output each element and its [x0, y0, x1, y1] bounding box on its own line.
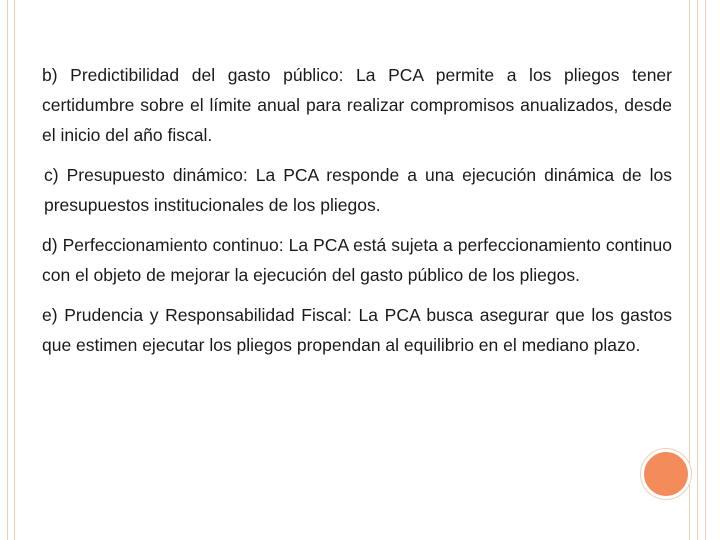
slide-body: [42, 60, 672, 370]
frame-line-left-outer: [7, 0, 8, 540]
paragraph-presupuesto-dinamico: c) Presupuesto dinámico: La PCA responde a una ejecución dinámica de los presupuestos institucionales de los pliegos.: [44, 165, 672, 215]
paragraph-prudencia: e) Prudencia y Responsabilidad Fiscal: La PCA busca asegurar que los gastos que estimen ejecutar los pliegos propendan al equilibrio en el mediano plazo.: [42, 305, 672, 355]
paragraph-perfeccionamiento: d) Perfeccionamiento continuo: La PCA está sujeta a perfeccionamiento continuo con el objeto de mejorar la ejecución del gasto público de los pliegos.: [42, 235, 672, 285]
frame-line-left-inner: [14, 0, 15, 540]
decorative-circle: [641, 449, 691, 499]
frame-line-right-middle: [697, 0, 698, 540]
frame-line-right-outer: [705, 0, 706, 540]
frame-line-right-inner: [689, 0, 690, 540]
paragraph-predictibilidad: b) Predictibilidad del gasto público: La PCA permite a los pliegos tener certidumbre sobre el límite anual para realizar compromisos anualizados, desde el inicio del año fiscal.: [42, 65, 672, 145]
